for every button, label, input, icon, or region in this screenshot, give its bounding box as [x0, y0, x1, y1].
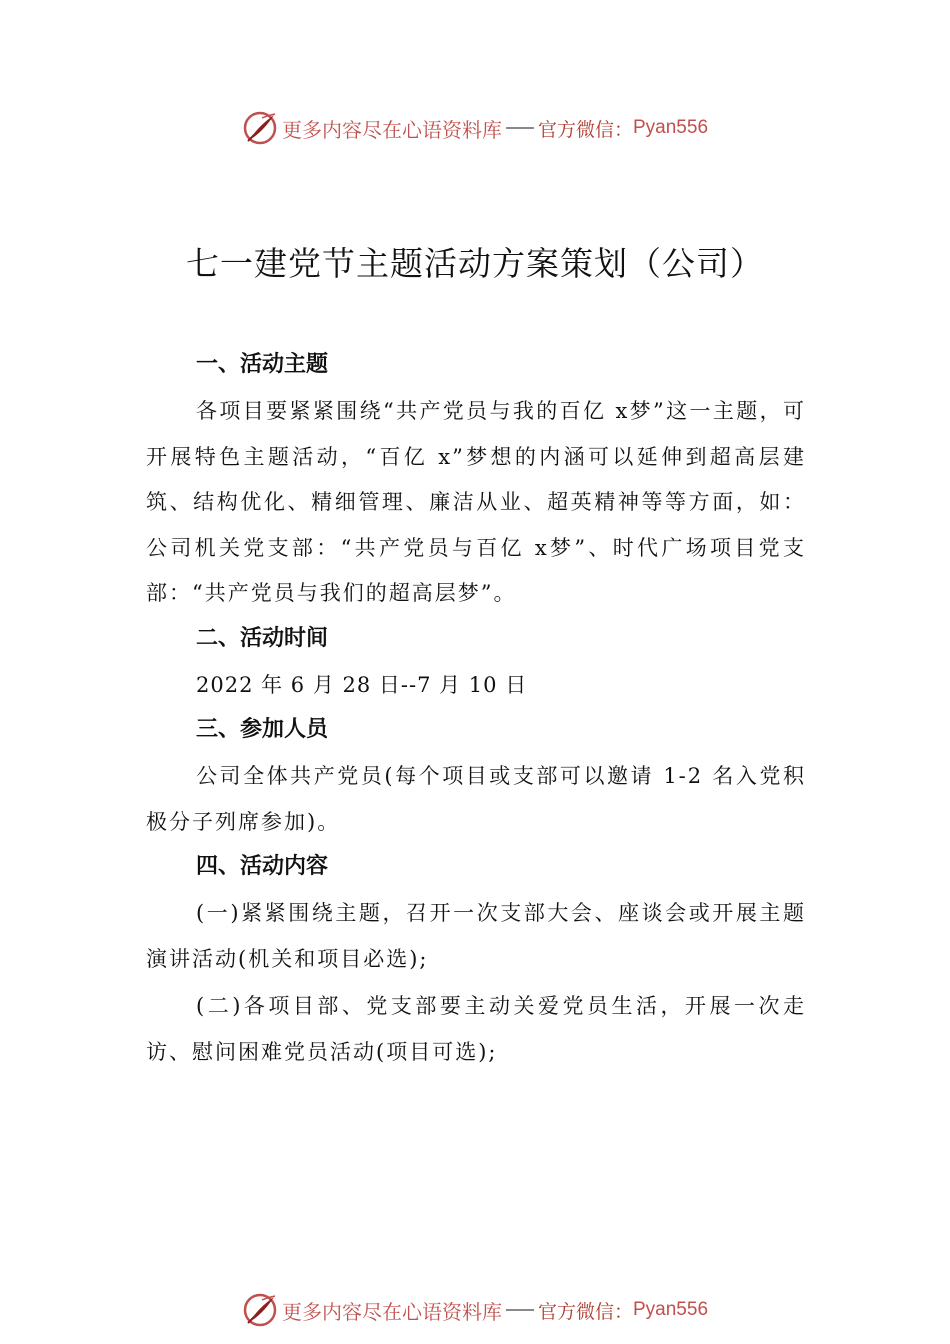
- section-paragraph: 2022 年 6 月 28 日--7 月 10 日: [196, 672, 528, 697]
- section-paragraph: 各项目要紧紧围绕“共产党员与我的百亿 x梦”这一主题，可开展特色主题活动，“百亿 x”梦想的内涵可以延伸到超高层建筑、结构优化、精细管理、廉洁从业、超英精神等等方面，如：公司机关党支部：“共产党员与百亿 x梦”、时代广场项目党支部：“共产党员与我们的超高层梦”。: [146, 399, 806, 605]
- document-body: [146, 345, 806, 1077]
- banner-dash: [506, 1309, 534, 1311]
- banner-text: 更多内容尽在心语资料库: [281, 1299, 502, 1324]
- section-paragraph: (一)紧紧围绕主题，召开一次支部大会、座谈会或开展主题演讲活动(机关和项目必选);: [146, 901, 806, 971]
- section-heading: 三、参加人员: [196, 717, 329, 742]
- section-heading: 二、活动时间: [196, 625, 329, 651]
- section-paragraph: (二)各项目部、党支部要主动关爱党员生活，开展一次走访、慰问困难党员活动(项目可选);: [146, 994, 806, 1064]
- header-banner: [0, 108, 950, 148]
- quill-logo-icon: [242, 110, 278, 146]
- banner-wechat-label: 官方微信：: [537, 1300, 633, 1323]
- banner-wechat-label: 官方微信：: [537, 118, 633, 141]
- section-heading: 四、活动内容: [196, 854, 329, 879]
- document-title: 七一建党节主题活动方案策划（公司）: [186, 244, 764, 283]
- banner-text: 更多内容尽在心语资料库: [281, 117, 502, 142]
- quill-logo-icon: [242, 1292, 278, 1328]
- footer-banner: [0, 1290, 950, 1330]
- banner-wechat-id: Pyan556: [633, 117, 709, 138]
- section-heading: 一、活动主题: [196, 352, 329, 377]
- section-paragraph: 公司全体共产党员(每个项目或支部可以邀请 1-2 名入党积极分子列席参加)。: [146, 764, 806, 834]
- banner-dash: [506, 127, 534, 129]
- banner-wechat-id: Pyan556: [633, 1299, 709, 1320]
